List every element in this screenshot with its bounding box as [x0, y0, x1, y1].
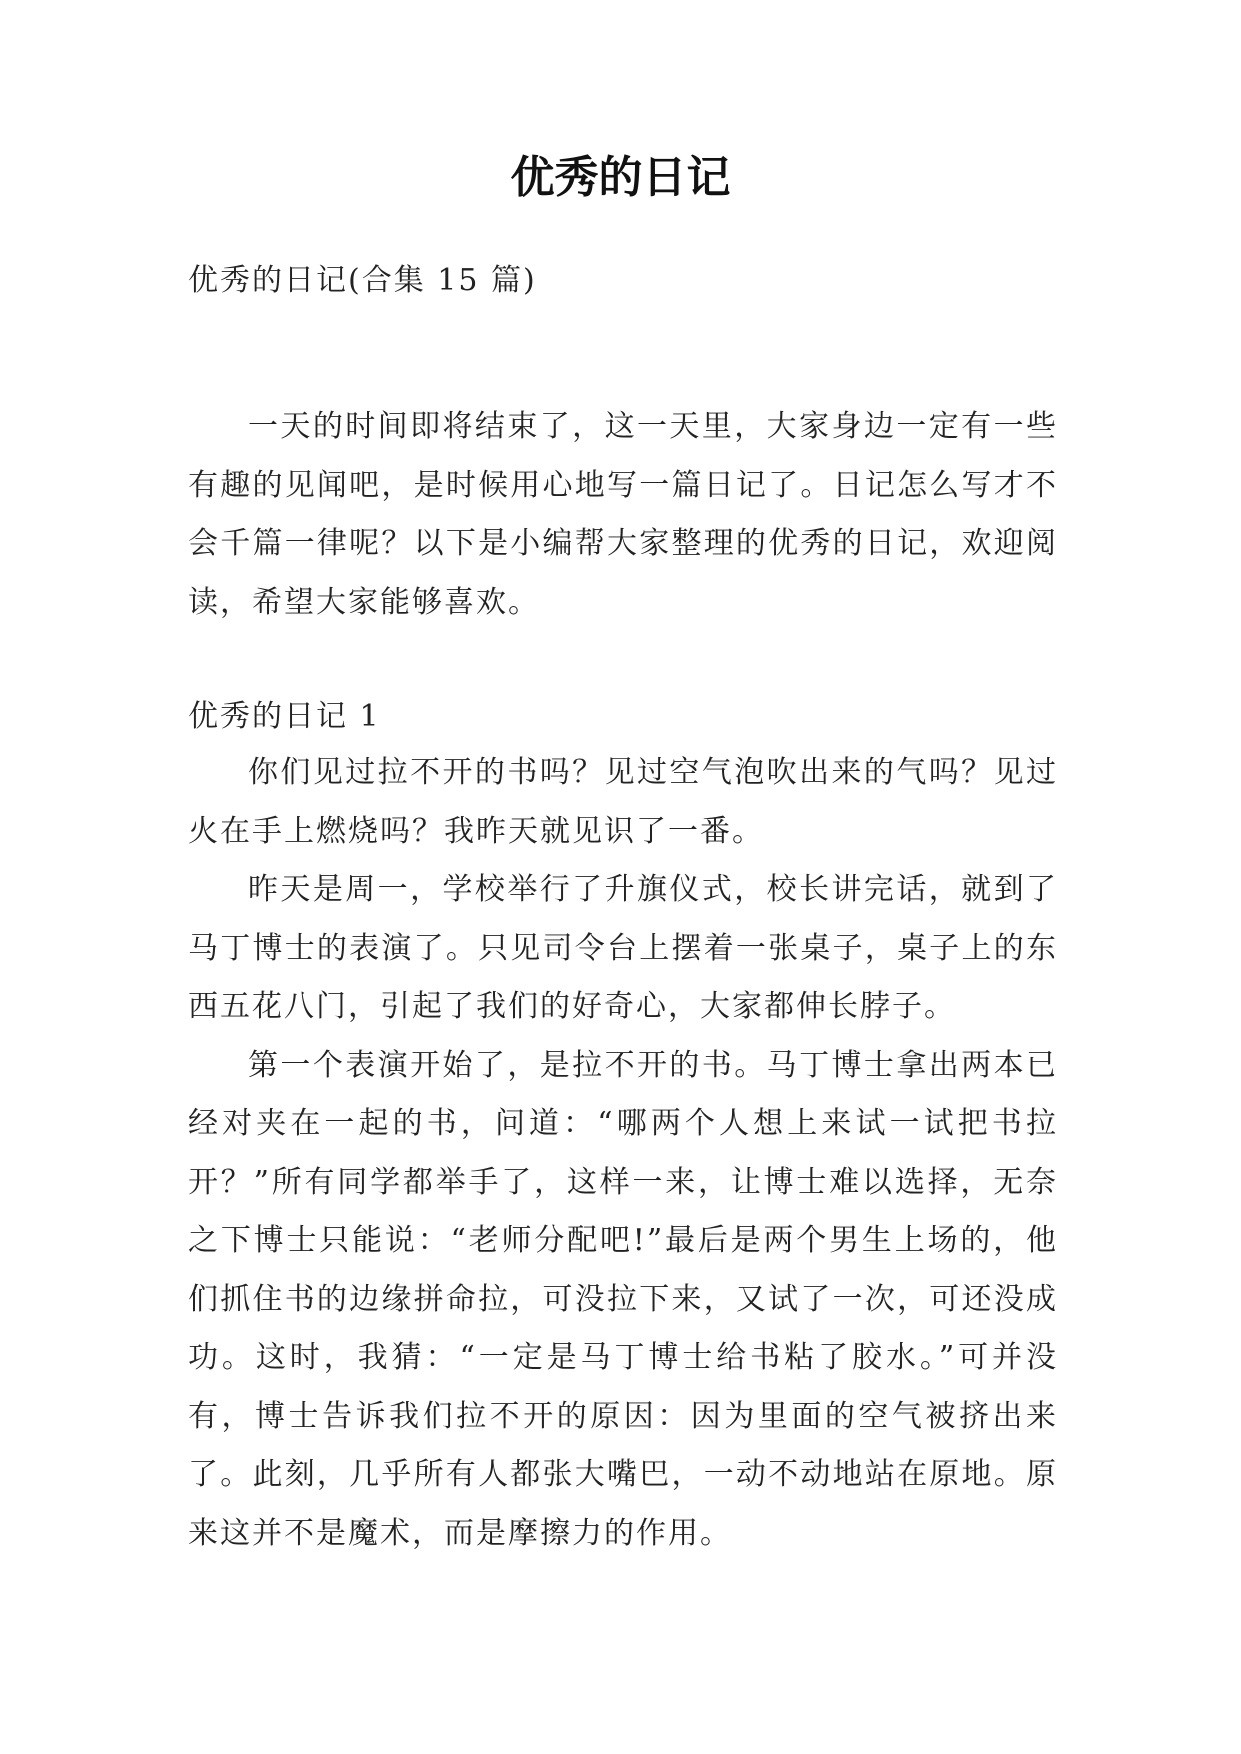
body-paragraph: 昨天是周一，学校举行了升旗仪式，校长讲完话，就到了马丁博士的表演了。只见司令台上摆着一张桌子，桌子上的东西五花八门，引起了我们的好奇心，大家都伸长脖子。: [188, 872, 1058, 1024]
section-heading: 优秀的日记 1: [188, 699, 381, 734]
body-paragraph: 你们见过拉不开的书吗？见过空气泡吹出来的气吗？见过火在手上燃烧吗？我昨天就见识了一番。: [188, 755, 1058, 849]
document-title: 优秀的日记: [510, 152, 731, 203]
body-paragraph: 第一个表演开始了，是拉不开的书。马丁博士拿出两本已经对夹在一起的书，问道：“哪两个人想上来试一试把书拉开？”所有同学都举手了，这样一来，让博士难以选择，无奈之下博士只能说：“老师分配吧!”最后是两个男生上场的，他们抓住书的边缘拼命拉，可没拉下来，又试了一次，可还没成功。这时，我猜：“一定是马丁博士给书粘了胶水。”可并没有，博士告诉我们拉不开的原因：因为里面的空气被挤出来了。此刻，几乎所有人都张大嘴巴，一动不动地站在原地。原来这并不是魔术，而是摩擦力的作用。: [188, 1047, 1058, 1551]
document-subtitle: 优秀的日记(合集 15 篇): [188, 263, 537, 298]
intro-paragraph: 一天的时间即将结束了，这一天里，大家身边一定有一些有趣的见闻吧，是时候用心地写一篇日记了。日记怎么写才不会千篇一律呢？以下是小编帮大家整理的优秀的日记，欢迎阅读，希望大家能够喜欢。: [188, 409, 1058, 620]
section-body: [188, 744, 1058, 1563]
intro-section: [188, 398, 1058, 632]
